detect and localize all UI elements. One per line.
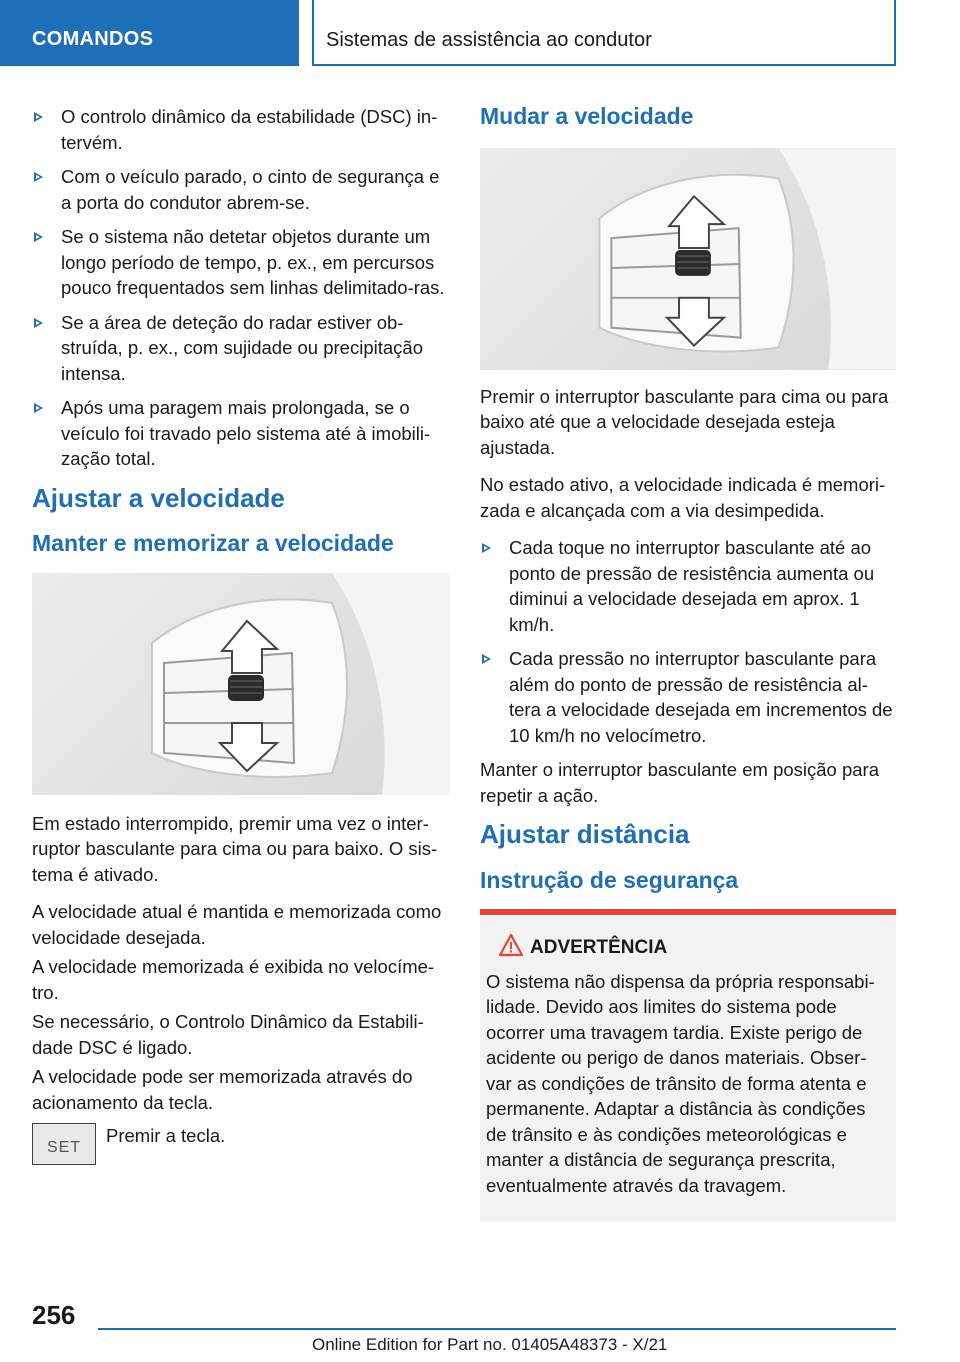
set-key-icon: [32, 1123, 96, 1165]
subsection-heading: Instrução de segurança: [480, 866, 739, 893]
list-item: Se o sistema não detetar objetos durante um longo período de tempo, p. ex., em percursos pouco frequentados sem linhas delimitado-ras.: [32, 224, 450, 301]
list-item: Cada pressão no interruptor basculante para além do ponto de pressão de resistência al-tera a velocidade desejada em incrementos de 10 km/h no velocímetro.: [480, 646, 896, 748]
list-item: Cada toque no interruptor basculante até ao ponto de pressão de resistência aumenta ou diminui a velocidade desejada em aprox. 1 km/h.: [480, 535, 896, 637]
steering-switch-illustration: [32, 573, 450, 795]
footer-edition: Online Edition for Part no. 01405A48373 - X/21: [312, 1335, 668, 1354]
footer-divider: [98, 1328, 896, 1330]
list-item: Com o veículo parado, o cinto de segurança e a porta do condutor abrem-se.: [32, 164, 450, 215]
paragraph: Premir o interruptor basculante para cima ou para baixo até que a velocidade desejada esteja ajustada.: [480, 385, 889, 458]
list-item: Se a área de deteção do radar estiver ob-struída, p. ex., com sujidade ou precipitação intensa.: [32, 310, 450, 387]
warning-text: O sistema não dispensa da própria responsabi-lidade. Devido aos limites do sistema pode ocorrer uma travagem tardia. Existe perigo de acidente ou perigo de danos materiais. Obser-var as condições de trânsito de forma atenta e permanente. Adaptar a distância às condições de trânsito e às condições meteorológicas e manter a distância de segurança prescrita, eventualmente através da travagem.: [486, 970, 875, 1196]
list-item: Após uma paragem mais prolongada, se o veículo foi travado pelo sistema até à imobili-zação total.: [32, 395, 450, 472]
left-column: [32, 104, 450, 1167]
paragraph: A velocidade pode ser memorizada através do acionamento da tecla.: [32, 1066, 413, 1113]
subsection-heading: Manter e memorizar a velocidade: [32, 530, 394, 556]
list-item: O controlo dinâmico da estabilidade (DSC) in-tervém.: [32, 104, 450, 155]
warning-box: [480, 909, 896, 1222]
header-section-tab: [0, 0, 299, 66]
warning-title-text: ADVERTÊNCIA: [530, 937, 668, 958]
set-key-label: SET: [46, 1139, 82, 1156]
warning-title: [486, 935, 882, 961]
paragraph: Se necessário, o Controlo Dinâmico da Estabili-dade DSC é ligado.: [32, 1011, 424, 1058]
header-chapter-box: [312, 0, 896, 66]
warning-triangle-icon: [498, 933, 524, 957]
set-key-instruction: Premir a tecla.: [106, 1125, 226, 1146]
subsection-heading: Mudar a velocidade: [480, 103, 694, 129]
steering-switch-illustration: [480, 148, 896, 370]
paragraph: A velocidade memorizada é exibida no velocíme-tro.: [32, 956, 435, 1003]
paragraph: Em estado interrompido, premir uma vez o inter-ruptor basculante para cima ou para baixo. O sis-tema é ativado.: [32, 812, 438, 885]
header-section-label: COMANDOS: [32, 28, 154, 50]
paragraph: Manter o interruptor basculante em posição para repetir a ação.: [480, 759, 879, 806]
header-chapter-label: Sistemas de assistência ao condutor: [326, 29, 652, 51]
paragraph: A velocidade atual é mantida e memorizada como velocidade desejada.: [32, 901, 442, 948]
page-number: 256: [32, 1300, 76, 1330]
paragraph: No estado ativo, a velocidade indicada é memori-zada e alcançada com a via desimpedida.: [480, 474, 886, 521]
section-heading: Ajustar a velocidade: [32, 482, 285, 513]
right-column: [480, 104, 896, 1222]
section-heading: Ajustar distância: [480, 819, 690, 849]
set-key-row: [32, 1123, 450, 1167]
